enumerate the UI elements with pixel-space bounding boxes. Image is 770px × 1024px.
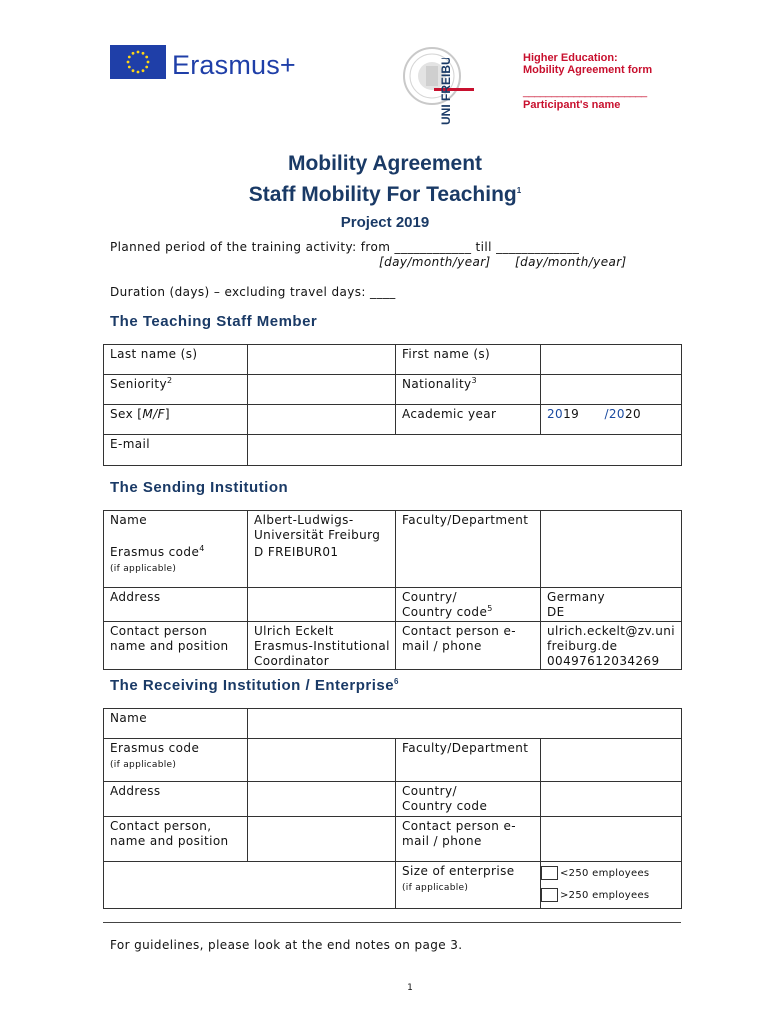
participant-name-label: Participant's name (523, 99, 621, 111)
receiving-blank-cell (104, 862, 396, 909)
teaching-staff-heading: The Teaching Staff Member (110, 313, 318, 330)
sending-address-field[interactable] (248, 587, 396, 621)
seniority-field[interactable] (248, 375, 396, 405)
receiving-address-field[interactable] (248, 782, 396, 817)
seniority-label: Seniority$^2$ (104, 375, 248, 405)
last-name-label: Last name (s) (104, 345, 248, 375)
receiving-erasmus-code-label: Erasmus code (if applicable) (104, 739, 248, 782)
receiving-contact-label: Contact person, name and position (104, 817, 248, 862)
sending-contact-email-value: ulrich.eckelt@zv.uni freiburg.de 00497612034269 (541, 621, 682, 669)
sending-name-value: Albert-Ludwigs-Universität Freiburg (248, 511, 396, 544)
nationality-field[interactable] (541, 375, 682, 405)
enterprise-size-options (541, 862, 682, 909)
receiving-erasmus-code-field[interactable] (248, 739, 396, 782)
receiving-country-label: Country/ Country code (396, 782, 541, 817)
sending-institution-heading: The Sending Institution (110, 479, 289, 496)
uni-freiburg-logo (434, 58, 474, 132)
sending-erasmus-code-label: Erasmus code$^4$ (if applicable) (104, 543, 248, 587)
receiving-institution-table (103, 708, 682, 909)
sex-label: Sex [M/F] (104, 405, 248, 435)
sending-erasmus-code-value: D FREIBUR01 (248, 543, 396, 587)
page-subtitle: Staff Mobility For Teaching$^1$ (248, 183, 522, 206)
uni-logo-text: UNI FREIBURG (439, 58, 453, 125)
sending-faculty-label: Faculty/Department (396, 511, 541, 588)
receiving-contact-field[interactable] (248, 817, 396, 862)
enterprise-size-label: Size of enterprise (if applicable) (396, 862, 541, 909)
sending-contact-value: Ulrich Eckelt Erasmus-Institutional Coordinator (248, 621, 396, 669)
size-option-small: <250 employees (541, 866, 675, 886)
receiving-name-label: Name (104, 709, 248, 739)
date-hint-from: [day/month/year] (379, 255, 491, 269)
form-type-line1: Higher Education: (523, 52, 618, 64)
first-name-label: First name (s) (396, 345, 541, 375)
receiving-name-field[interactable] (248, 709, 682, 739)
receiving-institution-heading: The Receiving Institution / Enterprise$^6$ (110, 677, 399, 694)
receiving-faculty-label: Faculty/Department (396, 739, 541, 782)
sending-institution-table (103, 510, 682, 670)
email-field[interactable] (248, 435, 682, 466)
nationality-label: Nationality$^3$ (396, 375, 541, 405)
duration-text: Duration (days) – excluding travel days: ____ (110, 285, 396, 299)
receiving-contact-email-field[interactable] (541, 817, 682, 862)
form-type-line2: Mobility Agreement form (523, 64, 653, 76)
email-label: E-mail (104, 435, 248, 466)
eu-flag-icon (110, 45, 166, 79)
sending-faculty-field[interactable] (541, 511, 682, 588)
page-title: Mobility Agreement (287, 152, 483, 175)
receiving-country-field[interactable] (541, 782, 682, 817)
size-large-checkbox[interactable] (541, 888, 558, 902)
receiving-address-label: Address (104, 782, 248, 817)
sending-contact-label: Contact person name and position (104, 621, 248, 669)
receiving-faculty-field[interactable] (541, 739, 682, 782)
planned-period-text: Planned period of the training activity: from ____________ till _____________ (110, 240, 580, 254)
footnote-divider (103, 922, 681, 923)
sending-address-label: Address (104, 587, 248, 621)
receiving-contact-email-label: Contact person e-mail / phone (396, 817, 541, 862)
guidelines-note: For guidelines, please look at the end notes on page 3. (110, 938, 463, 952)
date-hint-till: [day/month/year] (515, 255, 627, 269)
size-option-large: >250 employees (541, 888, 675, 908)
academic-year-field[interactable]: 2019 /2020 (541, 405, 682, 435)
last-name-field[interactable] (248, 345, 396, 375)
size-small-checkbox[interactable] (541, 866, 558, 880)
page-number: 1 (407, 983, 413, 993)
sex-field[interactable] (248, 405, 396, 435)
teaching-staff-table (103, 344, 682, 466)
sending-country-label: Country/ Country code$^5$ (396, 587, 541, 621)
sending-country-value: Germany DE (541, 587, 682, 621)
project-year: Project 2019 (340, 214, 430, 231)
first-name-field[interactable] (541, 345, 682, 375)
sending-name-label: Name (104, 511, 248, 544)
sending-contact-email-label: Contact person e-mail / phone (396, 621, 541, 669)
academic-year-label: Academic year (396, 405, 541, 435)
participant-name-line[interactable]: ______________________ (523, 86, 647, 98)
erasmus-plus-logo: Erasmus+ (172, 50, 296, 80)
